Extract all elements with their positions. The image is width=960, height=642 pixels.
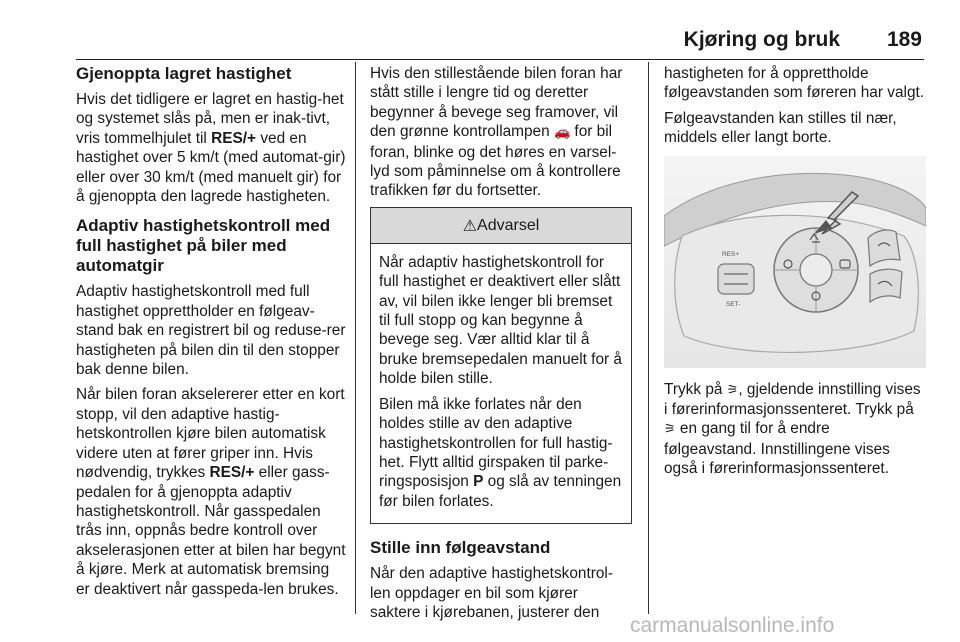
- warning-paragraph-1: Når adaptiv hastighetskontroll for full hastighet er deaktivert eller slått av, vil bilen ikke lenger bli bremset til full stopp og kan begynne å bevege seg. Vær alltid klar til å bruke bremsepedalen manuelt for å holde bilen stille.: [379, 253, 622, 388]
- text: eller gass-pedalen for å gjenoppta adaptiv hastighetskontroll. Når gasspedalen trås inn, oppnås bedre kontroll over akselerasjonen etter at bilen har begynt å kjøre. Merk at automatisk bremsing er deaktivert når gasspeda-len brukes.: [76, 464, 346, 598]
- res-label: RES/+: [209, 464, 255, 482]
- warning-title: Advarsel: [477, 216, 540, 234]
- paragraph-maintain-speed: hastigheten for å opprettholde følgeavstanden som føreren har valgt.: [664, 65, 925, 102]
- steering-wheel-illustration: [664, 156, 926, 368]
- heading-follow-distance: Stille inn følgeavstand: [370, 538, 551, 558]
- watermark: carmanualsonline.info: [630, 614, 835, 637]
- text: ved en hastighet over 5 km/t (med automat-gir) eller over 30 km/t (med manuelt gir) for å gjenoppta den lagrede hastigheten.: [76, 129, 346, 206]
- column-2: [370, 64, 632, 628]
- text: og slå av tenningen før bilen forlates.: [379, 473, 622, 510]
- res-plus-label: RES+: [722, 250, 740, 258]
- paragraph-press-button: [664, 380, 926, 479]
- text: en gang til for å endre følgeavstand. Innstillingene vises også i førerinformasjonssenteret.: [664, 420, 890, 478]
- set-minus-label: SET-: [726, 300, 741, 308]
- text: , gjeldende innstilling vises i førerinformasjonssenteret. Trykk på: [664, 380, 921, 419]
- park-label: P: [473, 473, 484, 491]
- paragraph-resume-speed: [76, 90, 346, 206]
- text: Når bilen foran akselererer etter en kort stopp, vil den adaptive hastig-hetskontrollen kjøre bilen automatisk videre uten at fører griper inn. Hvis nødvendig, trykkes: [76, 386, 345, 482]
- text: for bil foran, blinke og det høres en varsel-lyd som påminnelse om å kontrollere trafikken før du fortsetter.: [370, 123, 621, 200]
- text: Hvis den stillestående bilen foran har stått stille i lengre tid og deretter begynner å bevege seg framover, vil den grønne kontrollampen: [370, 65, 623, 141]
- warning-box: [370, 207, 632, 524]
- follow-distance-icon: ⚞: [664, 422, 676, 438]
- text: Hvis det tidligere er lagret en hastig-het og systemet slås på, men er inak-tivt, vris tommelhjulet til: [76, 91, 344, 147]
- paragraph-adaptive-1: Adaptiv hastighetskontroll med full hastighet opprettholder en følgeav-stand bak en registrert bil og reduse-rer hastigheten på bilen din til den stopper bak denne bilen.: [76, 283, 346, 379]
- page-header: [76, 24, 924, 60]
- paragraph-adaptive-2: [76, 385, 346, 598]
- chapter-title: Kjøring og bruk: [683, 28, 840, 51]
- warning-paragraph-2: [379, 395, 623, 511]
- heading-adaptive-cruise: Adaptiv hastighetskontroll med full hastighet på biler med automatgir: [76, 216, 331, 276]
- column-1: [76, 64, 346, 605]
- warning-body: [371, 244, 631, 523]
- text: Trykk på: [664, 380, 727, 398]
- column-divider-1: [355, 62, 356, 614]
- vehicle-ahead-icon: 🚗: [553, 125, 571, 141]
- follow-distance-icon: ⚞: [726, 382, 739, 398]
- column-3: [664, 64, 926, 485]
- column-divider-2: [648, 62, 649, 614]
- warning-icon: ⚠: [462, 215, 478, 235]
- page-number: 189: [886, 28, 922, 51]
- steering-wheel-controls-figure: [664, 156, 926, 368]
- text: Bilen må ikke forlates når den holdes stille av den adaptive hastighetskontrollen for full hastig-het. Flytt alltid girspaken til parke-ringsposisjon: [379, 395, 613, 491]
- paragraph-follow-distance: Når den adaptive hastighetskontrol-len oppdager en bil som kjører saktere i kjørebanen, justerer den: [370, 565, 613, 621]
- warning-header: [371, 208, 631, 244]
- paragraph-distance-options: Følgeavstanden kan stilles til nær, middels eller langt borte.: [664, 109, 897, 147]
- heading-resume-speed: Gjenoppta lagret hastighet: [76, 64, 292, 83]
- res-label: RES/+: [211, 129, 257, 147]
- paragraph-vehicle-ahead: [370, 64, 632, 201]
